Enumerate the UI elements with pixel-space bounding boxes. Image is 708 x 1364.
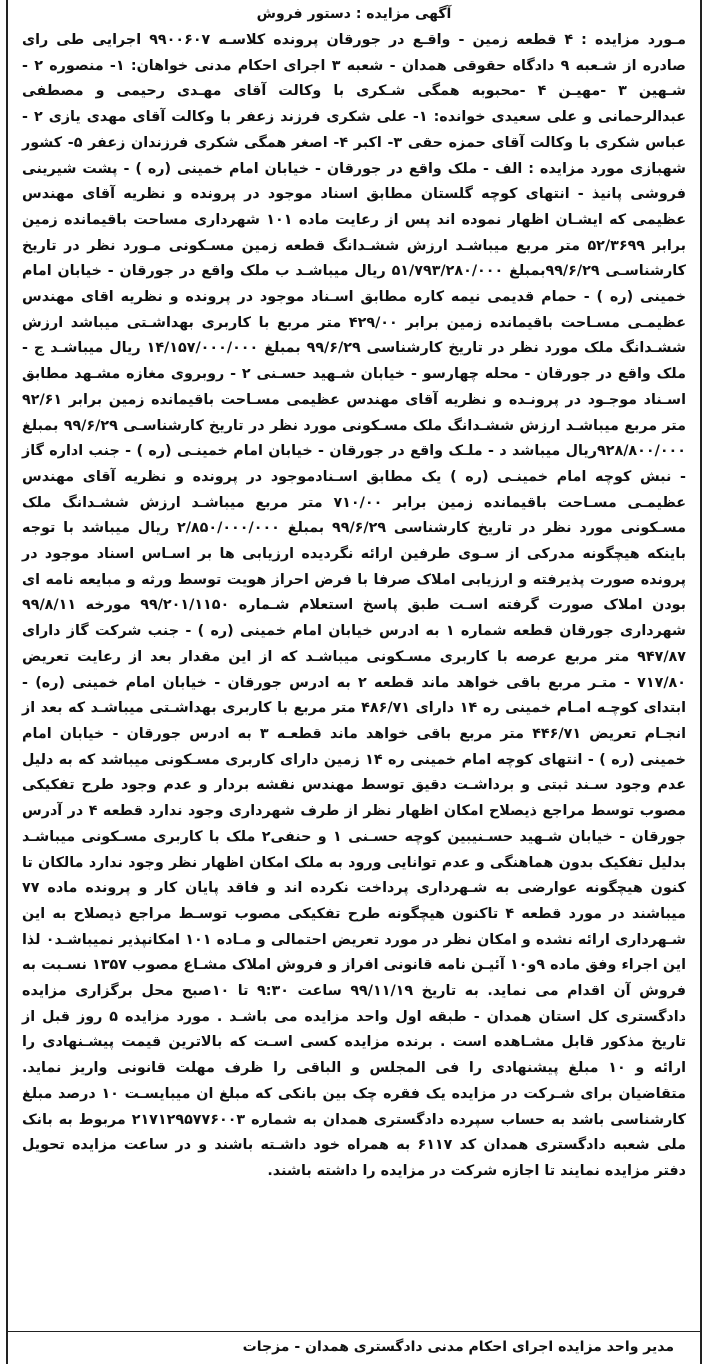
notice-title: آگهی مزایده : دستور فروش (256, 6, 452, 22)
notice-signature: مدیر واحد مزایده اجرای احکام مدنی دادگستری همدان - مزجات (242, 1339, 674, 1355)
signature-divider (8, 1331, 700, 1332)
notice-frame (6, 0, 702, 1364)
notice-body: مـورد مزایده : ۴ قطعه زمین - واقـع در جورقان پرونده کلاسـه ۹۹۰۰۶۰۷ اجرایی طی رای صادره از شـعبه ۹ دادگاه حقوقی همدان - شعبه ۳ اجرای احکام مدنی خواهان: ۱- منصوره ۲ - شـهین ۳ -مهیـن ۴ -محبوبه همگی شـکری با وکالت آقای مهـدی رحیمی و مصطفی عبدالرحمانی و علی سعیدی خوانده: ۱- علی شکری فرزند زعفر با وکالت آقای مهدی یازی ۲ - عباس شکری با وکالت آقای حمزه حقی ۳- اکبر ۴- اصغر همگی شکری فرزندان زعفر ۵- کشور شهبازی مورد مزایده : الف - ملک واقع در جورقان - خیابان امام خمینی (ره ) - پشت شیرینی فروشی پانیذ - انتهای کوچه گلستان مطابق اسناد موجود در پرونده و نظریه آقای مهندس عظیمی که ایشـان اظهار نموده اند پس از رعایت ماده ۱۰۱ شهرداری مساحت باقیمانده زمین برابر ۵۲/۳۶۹۹ متر مربع میباشـد ارزش ششـدانگ قطعه زمین مسـکونی مـورد نظر در تاریخ کارشناسـی ۹۹/۶/۲۹بمبلغ ۵۱/۷۹۳/۲۸۰/۰۰۰ ریال میباشـد ب ملک واقع در جورقان - خیابان امام خمینی (ره ) - حمام قدیمی نیمه کاره مطابق اسـناد موجود در پرونده و نظریه اقای مهندس عظیمـی مسـاحت باقیمانده زمین برابر ۴۲۹/۰۰ متر مربع با کاربری بهداشـتی میباشد ارزش ششـدانگ ملک مورد نظر در تاریخ کارشناسی ۹۹/۶/۲۹ بمبلغ ۱۴/۱۵۷/۰۰۰/۰۰۰ ریال میباشـد ج - ملک واقع در جورقان - محله چهارسو - خیابان شـهید حسـنی ۲ - روبروی مغازه مشـهد مطابق اسـناد موجـود در پرونـده و نظریه آقای مهندس عظیمی مسـاحت باقیمانده زمین برابر ۹۲/۶۱ متر مربع میباشـد ارزش ششـدانگ ملک مسـکونی مورد نظر در تاریخ کارشناسـی ۹۹/۶/۲۹ بمبلغ ۹۲۸/۸۰۰/۰۰۰ریال میباشد د - ملـک واقع در جورقان - خیابان امام خمینـی (ره ) - جنب اداره گاز - نبش کوچه امام خمینـی (ره ) یک مطابق اسـنادموجود در پرونده و نظریه آقای مهندس عظیمـی مسـاحت باقیمانده زمین برابر ۷۱۰/۰۰ متر مربع میباشـد ارزش ششـدانگ ملک مسـکونی مورد نظر در تاریخ کارشناسی ۹۹/۶/۲۹ بمبلغ ۲/۸۵۰/۰۰۰/۰۰۰ ریال میباشد با توجه باینکه هیچگونه مدرکی از سـوی طرفین ارائه نگردیده ارزیابی ها بر اسـاس اسناد موجود در پرونده صورت پذیرفته و ارزیابی املاک صرفا با فرض احراز هویت توسط ورثه و مبایعه نامه ای بودن املاک صورت گرفته اسـت طبق پاسخ استعلام شـماره ۹۹/۲۰۱/۱۱۵۰ مورخه ۹۹/۸/۱۱ شهرداری جورقان قطعه شماره ۱ به ادرس خیابان امام خمینی (ره ) - جنب شرکت گاز دارای ۹۴۷/۸۷ متر مربع عرصه با کاربری مسـکونی میباشـد که از این مقدار بعد از رعایت تعریض ۷۱۷/۸۰ - متـر مربع باقی خواهد ماند قطعه ۲ به ادرس جورقان - خیابان امام خمینی (ره) - ابتدای کوچـه امـام خمینی ره ۱۴ دارای ۴۸۶/۷۱ متر مربع با کاربری بهداشـتی میباشـد که بعد از انجـام تعریض ۴۴۶/۷۱ متر مربع باقی خواهد ماند قطعـه ۳ به ادرس جورقان - خیابان امام خمینی (ره ) - انتهای کوچه امام خمینی ره ۱۴ زمین دارای کاربری مسـکونی میباشد که به دلیل عدم وجود سـند ثبتی و برداشـت دقیق توسط مهندس نقشه بردار و عدم وجود طرح تفکیکی مصوب توسط مراجع ذیصلاح امکان اظهار نظر از طرف شهرداری وجود ندارد قطعه ۴ در آدرس جورقان - خیابان شـهید حسـنیبین کوچه حسـنی ۱ و حنفی۲ ملک با کاربری مسـکونی میباشـد بدلیل تفکیک بدون هماهنگی و عدم توانایی ورود به ملک امکان اظهار نظر وجود ندارد مالکان تا کنون هیچگونه عوارضی به شـهرداری پرداخت نکرده اند و فاقد پایان کار و پرونده ماده ۷۷ میباشند در مورد قطعه ۴ تاکنون هیچگونه طرح تفکیکی مصوب توسـط مراجع ذیصلاح به این شـهرداری ارائه نشده و امکان نظر در مورد تعریض احتمالی و مـاده ۱۰۱ امکانپذیر نمیباشـد۰ لذا این اجراء وفق ماده ۹و۱۰ آئیـن نامه قانونی افراز و فروش املاک مشـاع مصوب ۱۳۵۷ نسـبت به فروش آن اقدام می نماید. به تاریخ ۹۹/۱۱/۱۹ ساعت ۹:۳۰ تا ۱۰صبح محل برگزاری مزایده دادگستری کل استان همدان - طبقه اول واحد مزایده می باشـد . مورد مزایده ۵ روز قبل از تاریخ مذکور قابل مشـاهده است . برنده مزایده کسی اسـت که بالاترین قیمت پیشـنهادی را ارائه و ۱۰ مبلغ پیشنهادی را فی المجلس و الباقی را ظرف مهلت قانونی واریز نماید. متقاضیان برای شـرکت در مزایده یک فقره چک بین بانکی که مبلغ ان میبایسـت ۱۰ درصد مبلغ کارشناسی باشد به حساب سپرده دادگستری همدان به شماره ۲۱۷۱۲۹۵۷۷۶۰۰۳ مربوط به بانک ملی شعبه دادگستری همدان کد ۶۱۱۷ به همراه خود داشـته باشند و در ساعت مزایده تحویل دفتر مزایده نمایند تا اجازه شرکت در مزایده را داشته باشند. (22, 32, 687, 1179)
